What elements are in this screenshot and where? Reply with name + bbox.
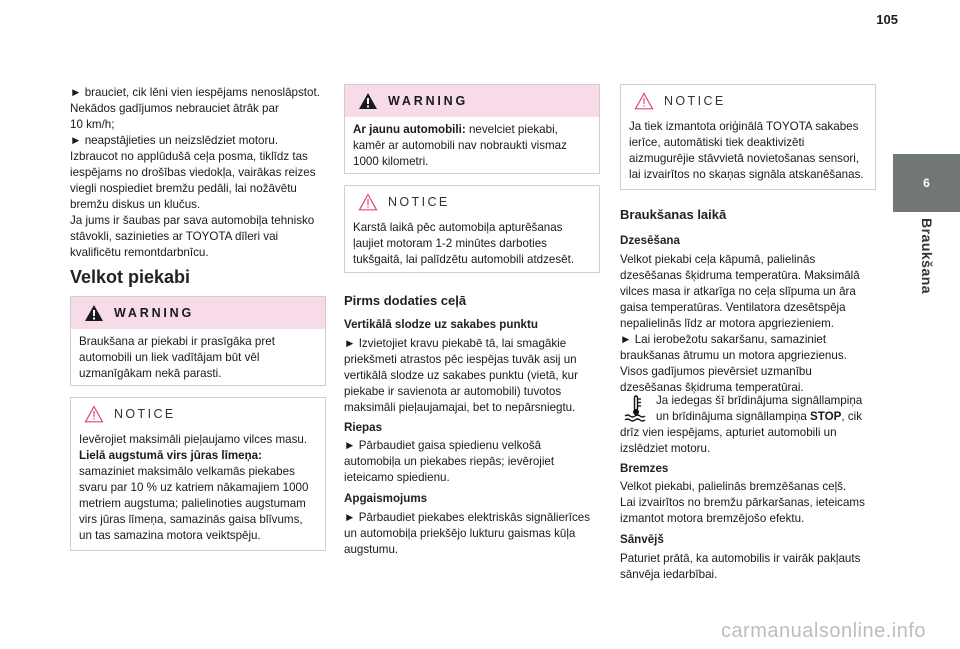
chapter-tab[interactable] (893, 154, 960, 212)
warning-header (71, 297, 325, 329)
notice-body: Karstā laikā pēc automobiļa apturēšanas ļaujiet motoram 1-2 minūtes darboties tukšgaitā, lai palīdzētu automobili atdzesēt. (353, 221, 575, 266)
notice-box-altitude (70, 397, 326, 551)
heading-tyres: Riepas (344, 421, 383, 434)
section-title-towing: Velkot piekabi (70, 267, 191, 287)
notice-box-cooling (344, 185, 600, 273)
notice-rest: samaziniet maksimālo velkamās piekabes svaru par 10 % uz katriem nākamajiem 1000 metriem augstuma; palielinoties augstumam virs jūras līmeņa, samazinās gaisa blīvums, un tas samazina motora veiktspēju. (79, 465, 309, 542)
text-tyres: ► Pārbaudiet gaisa spiedienu velkošā automobiļa un piekabes riepās; ievērojiet ieteicamo spiedienu. (344, 439, 555, 484)
text-crosswind: Paturiet prātā, ka automobilis ir vairāk pakļauts sānvēja iedarbībai. (620, 552, 861, 581)
section-title-before-driving: Pirms dodaties ceļā (344, 293, 467, 308)
heading-brakes: Bremzes (620, 462, 669, 475)
text-lamp-line2 (656, 409, 888, 425)
warning-rest: nevelciet piekabi, kamēr ar automobili nav nobraukti vismaz 1000 kilometri. (353, 123, 567, 168)
notice-bold-altitude: Lielā augstumā virs jūras līmeņa: (79, 449, 262, 462)
heading-crosswind: Sānvējš (620, 533, 664, 546)
notice-heading: NOTICE (114, 407, 176, 421)
notice-triangle-icon (84, 405, 104, 423)
text-lamp-line1: Ja iedegas šī brīdinājuma signāllampiņa (656, 394, 863, 407)
text-brakes: Velkot piekabi, palielinās bremzēšanas ceļš. Lai izvairītos no bremžu pārkaršanas, ieteicams izmantot motora bremzējošo efektu. (620, 480, 865, 525)
warning-box-towing (70, 296, 326, 386)
notice-body: Ja tiek izmantota oriģinālā TOYOTA sakabes ierīce, automātiski tiek deaktivizēti aizmugurējie stāvvietā novietošanas sensori, lai izvairītos no skaņas signāla atskanēšanas. (629, 120, 864, 181)
warning-body: Braukšana ar piekabi ir prasīgāka pret automobili un liek vadītājam būt vēl uzmanīgākam nekā parasti. (79, 335, 275, 380)
warning-triangle-icon (358, 92, 378, 110)
warning-bold: Ar jaunu automobili: (353, 123, 466, 136)
warning-triangle-icon (84, 304, 104, 322)
text-lamp-rest: drīz vien iespējams, apturiet automobili un izslēdziet motoru. (620, 426, 837, 455)
notice-heading: NOTICE (664, 94, 726, 108)
notice-heading: NOTICE (388, 195, 450, 209)
text-vertical-load: ► Izvietojiet kravu piekabē tā, lai smagākie priekšmeti atrastos pēc iespējas tuvāk asij un vertikālā slodze uz sakabes punktu (vietā, kur piekabe ir savienota ar automobili) tuvotos maksimāli pieļaujamajai, bet to nepārsniegtu. (344, 337, 578, 414)
notice-header (71, 398, 325, 430)
text-cooling: Velkot piekabi ceļa kāpumā, palielinās dzesēšanas šķidruma temperatūra. Maksimālā vilces masa ir atkarīga no ceļa slīpuma un āra gaisa temperatūras. Ventilatora dzesētspēja nepalielinās līdz ar motora apgriezieniem. ► Lai ierobežotu sakaršanu, samaziniet braukšanas ātrumu un motora apgriezienus. Visos gadījumos pievērsiet uzmanību dzesēšanas šķidruma temperatūrai. (620, 253, 860, 394)
coolant-temperature-warning-icon (622, 394, 650, 422)
text-lights: ► Pārbaudiet piekabes elektriskās signālierīces un automobiļa priekšējo lukturu gaismas kūļa augstumu. (344, 511, 591, 556)
text-lamp-stop: STOP (810, 410, 842, 423)
section-title-while-driving: Braukšanas laikā (620, 207, 727, 222)
chapter-label (918, 218, 936, 318)
heading-lights: Apgaismojums (344, 492, 428, 505)
warning-box-new-car (344, 84, 600, 174)
notice-header (345, 186, 599, 218)
page-number: 105 (876, 12, 898, 27)
notice-header (621, 85, 875, 117)
heading-cooling: Dzesēšana (620, 234, 680, 247)
notice-line1: Ievērojiet maksimāli pieļaujamo vilces masu. (79, 433, 308, 446)
notice-triangle-icon (358, 193, 378, 211)
heading-vertical-load: Vertikālā slodze uz sakabes punktu (344, 318, 538, 331)
text-lamp-line2a: un brīdinājuma signāllampiņa (656, 410, 811, 423)
chapter-label-text: Braukšana (919, 218, 935, 295)
chapter-number: 6 (923, 176, 930, 190)
flood-intro-text: ► brauciet, cik lēni vien iespējams nenoslāpstot. Nekādos gadījumos nebrauciet ātrāk par 10 km/h; ► neapstājieties un neizslēdziet motoru. Izbraucot no applūdušā ceļa posma, tiklīdz tas iespējams no drošības viedokļa, vairākas reizes viegli nospiediet bremžu pedāli, lai nožāvētu bremžu diskus un klučus. Ja jums ir šaubas par sava automobiļa tehnisko stāvokli, sazinieties ar TOYOTA dīleri vai kvalificētu remontdarbnīcu. (70, 86, 320, 259)
notice-triangle-icon (634, 92, 654, 110)
watermark: carmanualsonline.info (720, 620, 926, 642)
notice-box-sensors (620, 84, 876, 190)
text-lamp-line2b: , cik (841, 410, 863, 423)
notice-body (71, 430, 325, 552)
warning-heading: WARNING (388, 94, 469, 108)
warning-heading: WARNING (114, 306, 195, 320)
warning-body (345, 117, 599, 178)
warning-header (345, 85, 599, 117)
